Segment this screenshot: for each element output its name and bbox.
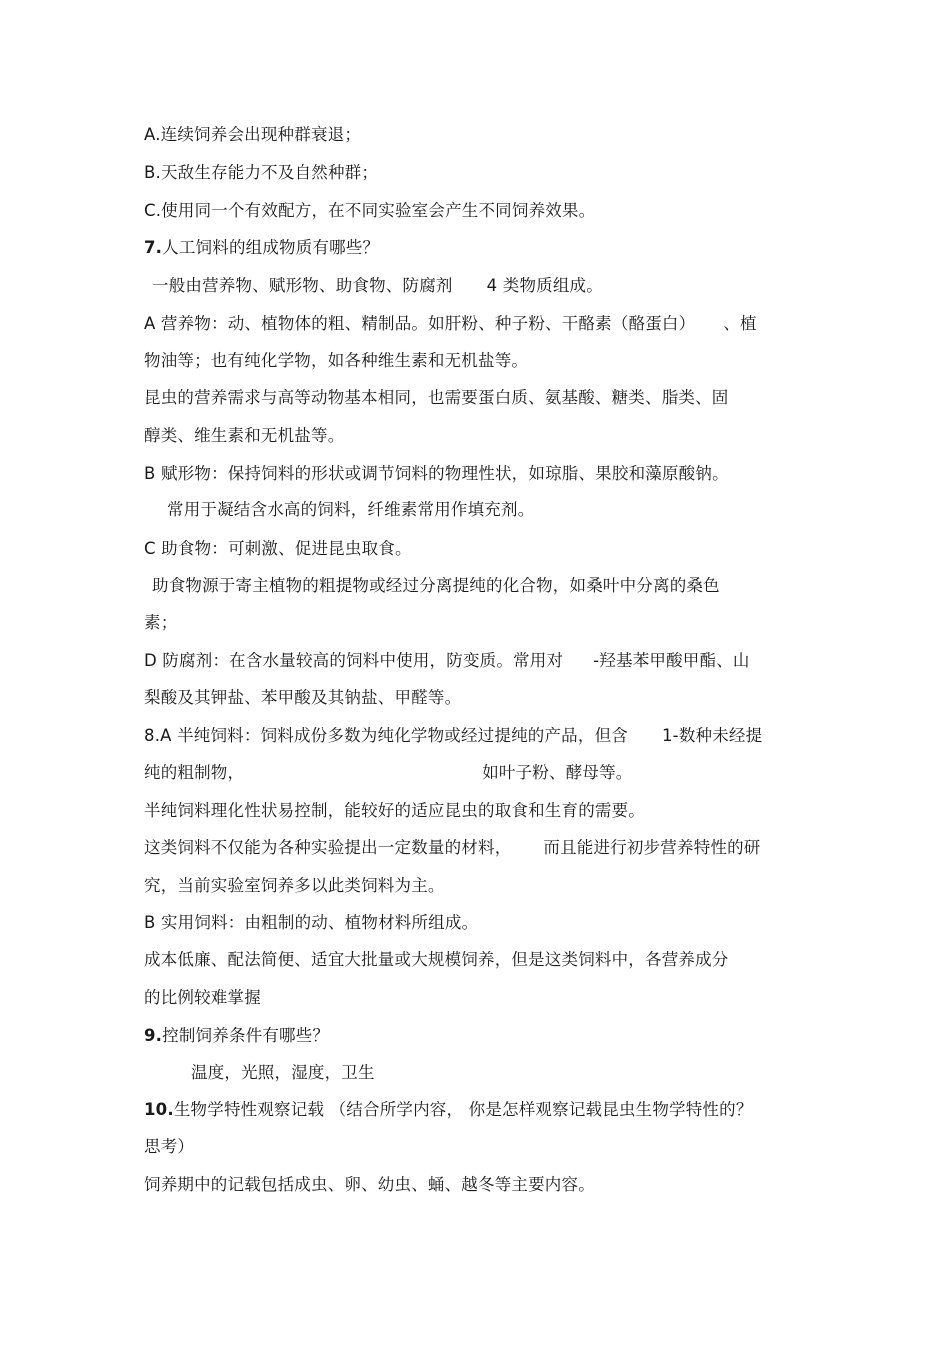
text-line xyxy=(144,1173,595,1197)
text: 物油等；也有纯化学物，如各种维生素和无机盐等。 xyxy=(144,351,529,370)
text-line xyxy=(144,874,445,898)
text-line xyxy=(144,312,757,336)
text: 饲养期中的记载包括成虫、卵、幼虫、蛹、越冬等主要内容。 xyxy=(144,1175,595,1194)
text: 思考） xyxy=(144,1137,195,1156)
text: 素； xyxy=(144,613,178,632)
text: 8.A 半纯饲料：饲料成份多数为纯化学物或经过提纯的产品，但含 xyxy=(144,726,628,745)
text-line xyxy=(144,123,361,147)
text: B.天敌生存能力不及自然种群； xyxy=(144,163,379,182)
text: -羟基苯甲酸甲酯、山 xyxy=(593,651,750,670)
question-text: 人工饲料的组成物质有哪些？ xyxy=(162,238,380,257)
text-line xyxy=(144,911,478,935)
text: 4 类物质组成。 xyxy=(486,276,603,295)
text: C.使用同一个有效配方，在不同实验室会产生不同饲养效果。 xyxy=(144,201,596,220)
text-line xyxy=(144,161,378,185)
question-heading xyxy=(144,1024,329,1048)
text: 昆虫的营养需求与高等动物基本相同，也需要蛋白质、氨基酸、糖类、脂类、固 xyxy=(144,388,729,407)
text: 1-数种未经提 xyxy=(661,726,763,745)
text: 纯的粗制物， xyxy=(144,763,245,782)
text: 温度，光照，湿度，卫生 xyxy=(191,1063,375,1082)
text-line xyxy=(144,537,412,561)
text: 醇类、维生素和无机盐等。 xyxy=(144,426,345,445)
text: 的比例较难掌握 xyxy=(144,988,261,1007)
text-line xyxy=(191,1061,375,1085)
text: 成本低廉、配法简便、适宜大批量或大规模饲养，但是这类饲料中，各营养成分 xyxy=(144,950,729,969)
text-line xyxy=(144,686,461,710)
text: 常用于凝结含水高的饲料，纤维素常用作填充剂。 xyxy=(167,500,535,519)
question-number: 9. xyxy=(144,1026,163,1045)
text-line xyxy=(144,611,177,635)
text-line xyxy=(144,349,528,373)
text: C 助食物：可刺激、促进昆虫取食。 xyxy=(144,539,412,558)
text-line xyxy=(144,649,750,673)
text: 如叶子粉、酵母等。 xyxy=(482,763,633,782)
text: 而且能进行初步营养特性的研 xyxy=(543,838,761,857)
text-line xyxy=(144,986,261,1010)
text: D 防腐剂：在含水量较高的饲料中使用，防变质。常用对 xyxy=(144,651,564,670)
text-line xyxy=(144,948,729,972)
text-line xyxy=(144,1135,194,1159)
text-line xyxy=(144,836,761,860)
text-line xyxy=(144,761,633,785)
text: 究，当前实验室饲养多以此类饲料为主。 xyxy=(144,876,445,895)
question-heading xyxy=(144,1098,753,1122)
text-line xyxy=(144,199,595,223)
text: A 营养物：动、植物体的粗、精制品。如肝粉、种子粉、干酪素（酪蛋白） xyxy=(144,314,696,333)
text: 半纯饲料理化性状易控制，能较好的适应昆虫的取食和生育的需要。 xyxy=(144,801,645,820)
text: 一般由营养物、赋形物、助食物、防腐剂 xyxy=(152,276,453,295)
text-line xyxy=(144,462,729,486)
text-line xyxy=(144,386,729,410)
text-line xyxy=(152,274,603,298)
text: A.连续饲养会出现种群衰退； xyxy=(144,125,362,144)
text-line xyxy=(152,574,720,598)
question-text: 生物学特性观察记载 （结合所学内容， 你是怎样观察记载昆虫生物学特性的？ xyxy=(173,1100,753,1119)
question-number: 7. xyxy=(144,238,163,257)
text-line xyxy=(144,799,645,823)
text: 、植 xyxy=(723,314,757,333)
text: 梨酸及其钾盐、苯甲酸及其钠盐、甲醛等。 xyxy=(144,688,462,707)
question-heading xyxy=(144,236,379,260)
question-text: 控制饲养条件有哪些？ xyxy=(162,1026,330,1045)
text: B 实用饲料：由粗制的动、植物材料所组成。 xyxy=(144,913,479,932)
text-line xyxy=(144,724,762,748)
text: 这类饲料不仅能为各种实验提出一定数量的材料， xyxy=(144,838,512,857)
text: 助食物源于寄主植物的粗提物或经过分离提纯的化合物，如桑叶中分离的桑色 xyxy=(152,576,720,595)
text-line xyxy=(167,498,534,522)
text-line xyxy=(144,424,344,448)
text: B 赋形物：保持饲料的形状或调节饲料的物理性状，如琼脂、果胶和藻原酸钠。 xyxy=(144,464,729,483)
question-number: 10. xyxy=(144,1100,174,1119)
